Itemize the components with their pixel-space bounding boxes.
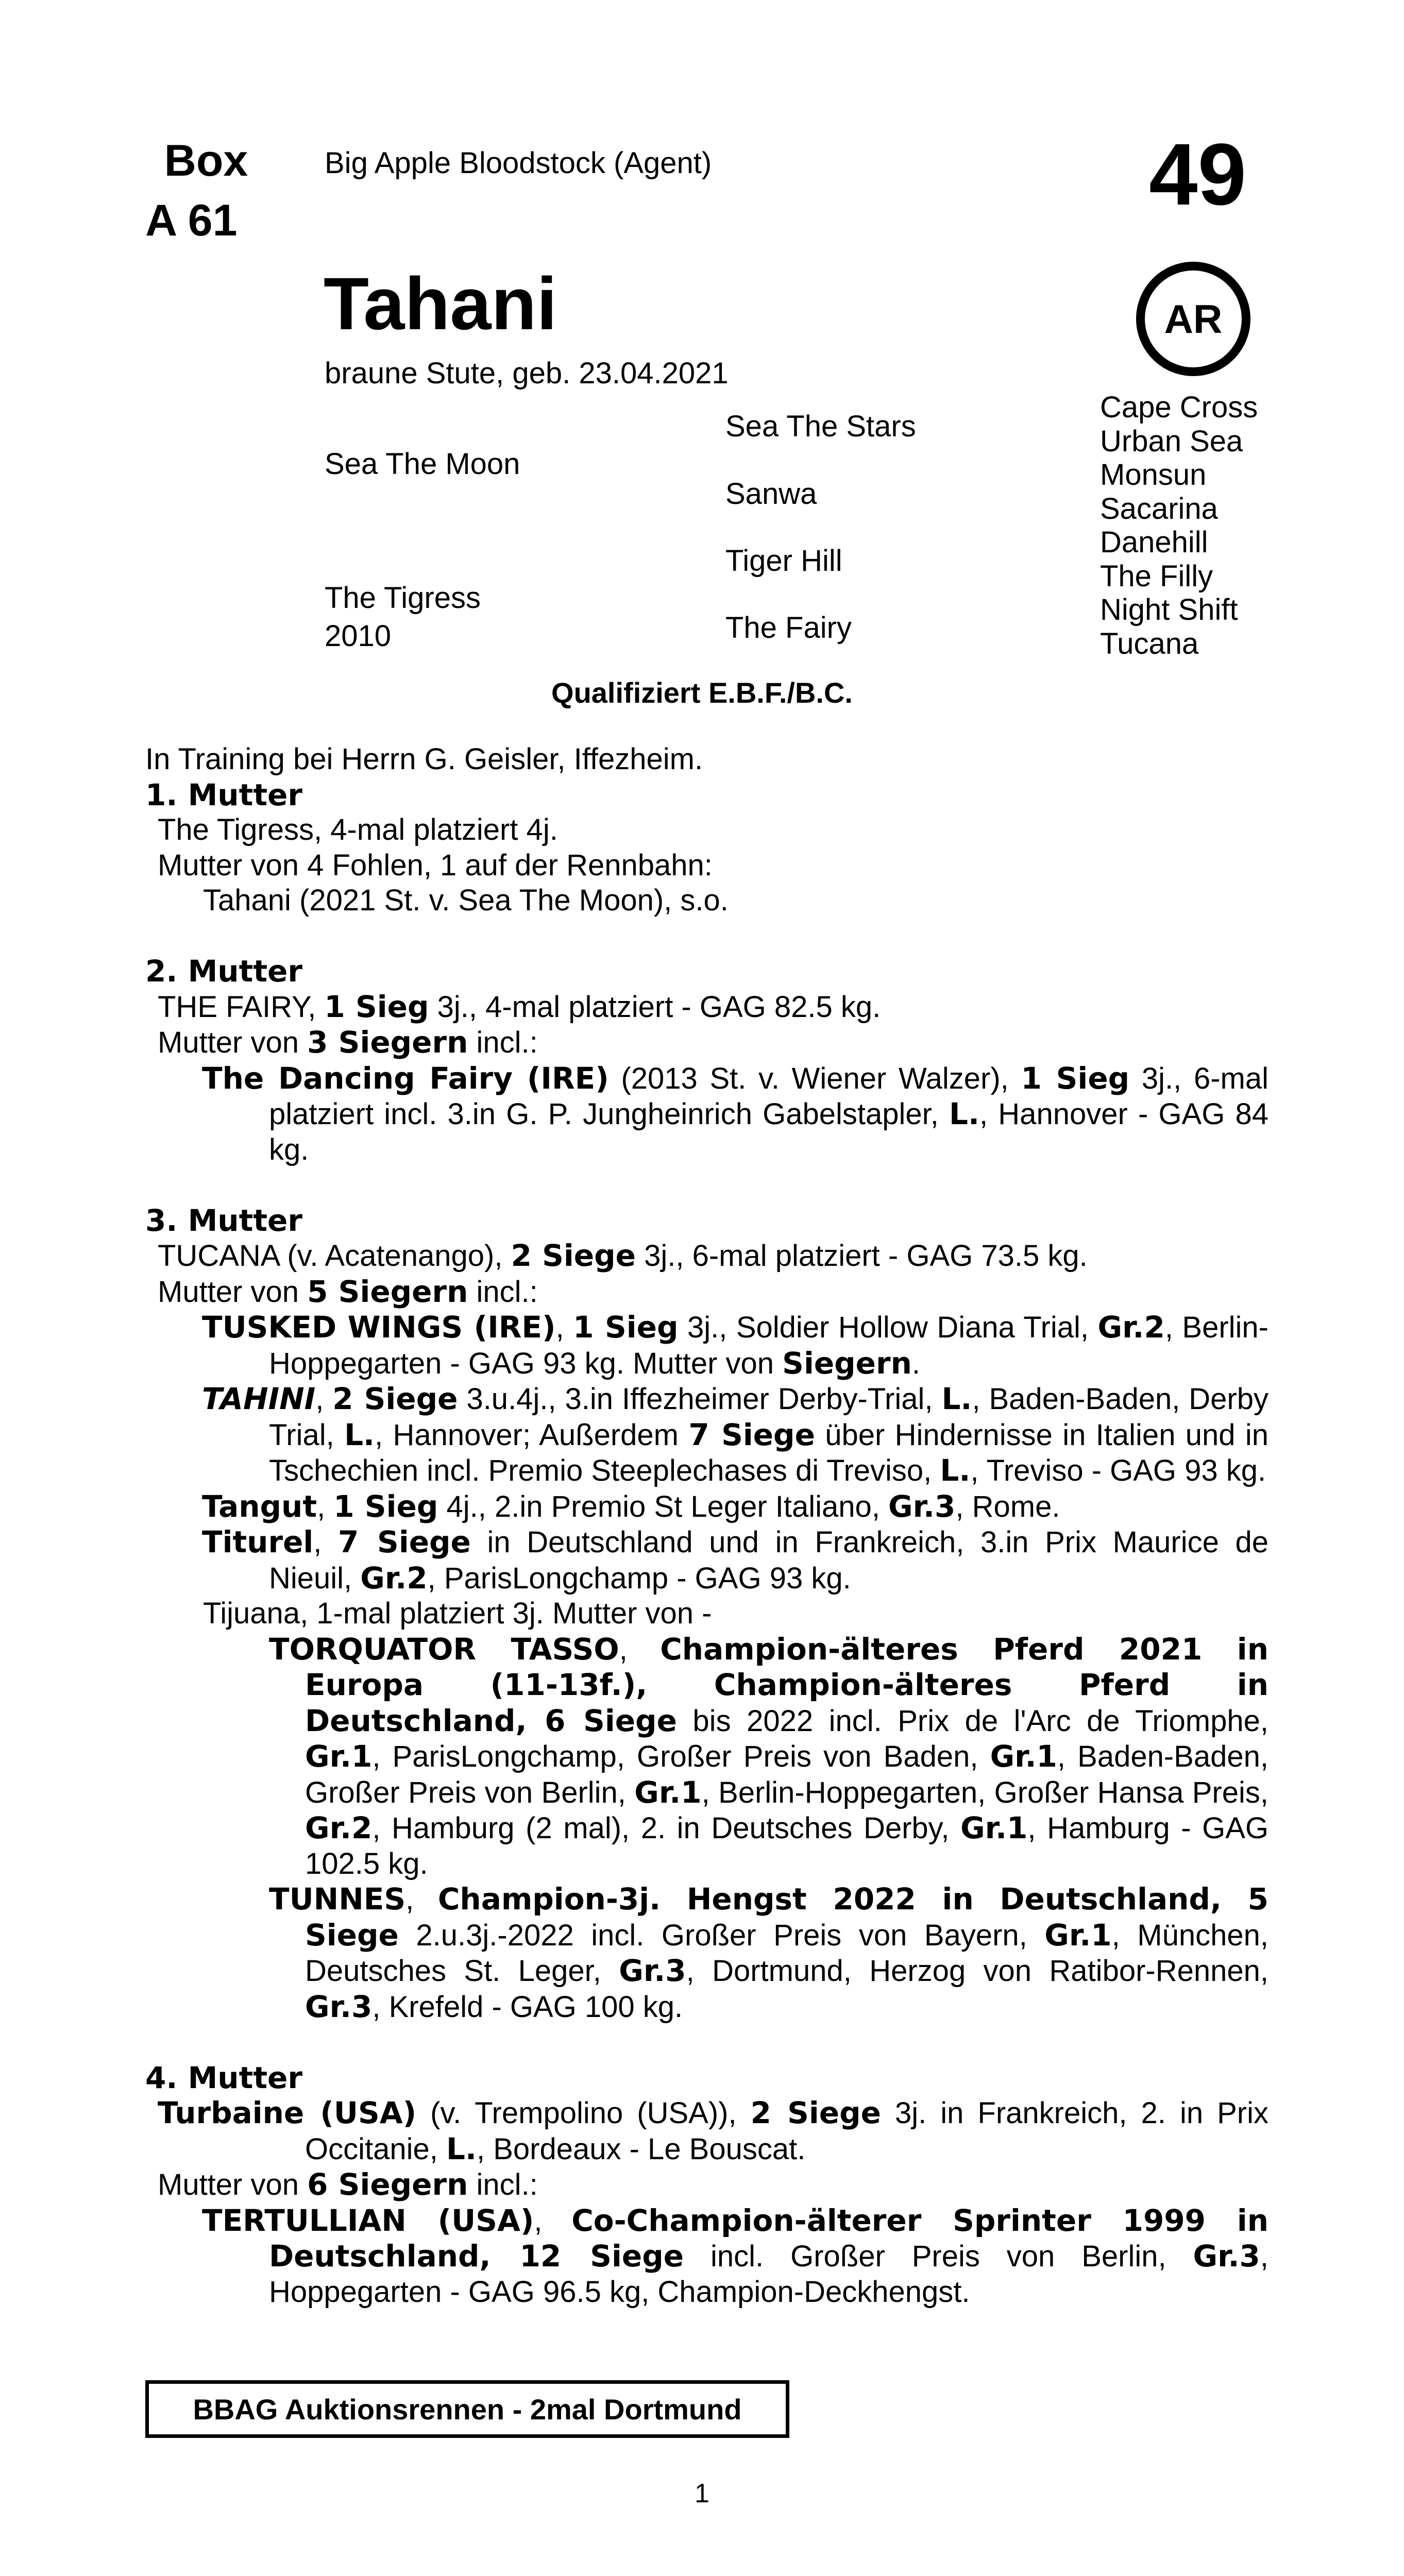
produce-entry: The Dancing Fairy (IRE) (2013 St. v. Wiener Walzer), 1 Sieg 3j., 6-mal platziert incl. 3.in G. P. Jungheinrich Gabelstapler, L., Hannover - GAG 84 kg. bbox=[202, 1060, 1268, 1166]
pedigree-sire: Sea The Moon bbox=[325, 447, 520, 481]
section-heading-2: 2. Mutter bbox=[145, 954, 302, 989]
pedigree-sire-sire: Sea The Stars bbox=[725, 410, 916, 443]
pedigree-ancestor: Urban Sea bbox=[1100, 424, 1243, 458]
agent-name: Big Apple Bloodstock (Agent) bbox=[325, 146, 712, 180]
qualification: Qualifiziert E.B.F./B.C. bbox=[551, 676, 853, 709]
pedigree-ancestor: Tucana bbox=[1100, 626, 1199, 660]
grand-produce-entry: TORQUATOR TASSO, Champion-älteres Pferd 2021 in Europa (11-13f.), Champion-älteres Pferd in Deutschland, 6 Siege bis 2022 incl. Prix de l'Arc de Triomphe, Gr.1, ParisLongchamp, Großer Preis von Baden, Gr.1, Baden-Baden, Großer Preis von Berlin, Gr.1, Berlin-Hoppegarten, Großer Hansa Preis, Gr.2, Hamburg (2 mal), 2. in Deutsches Derby, Gr.1, Hamburg - GAG 102.5 kg. bbox=[269, 1631, 1269, 1880]
produce-entry: TERTULLIAN (USA), Co-Champion-älterer Sprinter 1999 in Deutschland, 12 Siege incl. Großer Preis von Berlin, Gr.3, Hoppegarten - GAG 96.5 kg, Champion-Deckhengst. bbox=[202, 2202, 1268, 2309]
grand-produce-entry: TUNNES, Champion-3j. Hengst 2022 in Deutschland, 5 Siege 2.u.3j.-2022 incl. Großer Preis von Bayern, Gr.1, München, Deutsches St. Leger, Gr.3, Dortmund, Herzog von Ratibor-Rennen, Gr.3, Krefeld - GAG 100 kg. bbox=[269, 1882, 1268, 2024]
pedigree-dam-year: 2010 bbox=[325, 619, 392, 653]
produce-entry: Titurel, 7 Siege in Deutschland und in Frankreich, 3.in Prix Maurice de Nieuil, Gr.2, ParisLongchamp - GAG 93 kg. bbox=[202, 1524, 1268, 1596]
dam-record: Turbaine (USA) (v. Trempolino (USA)), 2 Siege 3j. in Frankreich, 2. in Prix Occitanie, L., Bordeaux - Le Bouscat. bbox=[158, 2095, 1268, 2166]
pedigree-ancestor: The Filly bbox=[1100, 559, 1213, 593]
box-label: Box bbox=[164, 136, 248, 185]
pedigree-dam-sire: Tiger Hill bbox=[725, 544, 842, 578]
section-heading-3: 3. Mutter bbox=[145, 1202, 302, 1238]
pedigree-sire-dam: Sanwa bbox=[725, 477, 817, 511]
produce-entry: TAHINI, 2 Siege 3.u.4j., 3.in Iffezheimer Derby-Trial, L., Baden-Baden, Derby Trial, L., Hannover; Außerdem 7 Siege über Hindernisse in Italien und in Tschechien incl. Premio Steeplechases di Treviso, L., Treviso - GAG 93 kg. bbox=[202, 1381, 1269, 1488]
pedigree-dam-dam: The Fairy bbox=[725, 611, 852, 645]
page-number: 1 bbox=[695, 2479, 709, 2509]
produce-entry: Tijuana, 1-mal platziert 3j. Mutter von - bbox=[203, 1597, 712, 1630]
dam-produce-summary: Mutter von 4 Fohlen, 1 auf der Rennbahn: bbox=[158, 848, 713, 882]
section-heading-1: 1. Mutter bbox=[145, 777, 302, 812]
dam-record: TUCANA (v. Acatenango), 2 Siege 3j., 6-mal platziert - GAG 73.5 kg. bbox=[158, 1238, 1088, 1273]
box-number: A 61 bbox=[145, 196, 238, 245]
pedigree-ancestor: Sacarina bbox=[1100, 492, 1218, 526]
race-eligibility-label: BBAG Auktionsrennen - 2mal Dortmund bbox=[193, 2393, 742, 2426]
dam-produce-summary: Mutter von 3 Siegern incl.: bbox=[158, 1025, 538, 1060]
ar-badge-label: AR bbox=[1164, 296, 1223, 342]
pedigree-dam: The Tigress bbox=[325, 581, 481, 615]
dam-record: The Tigress, 4-mal platziert 4j. bbox=[158, 813, 558, 846]
lot-number: 49 bbox=[1149, 126, 1247, 224]
race-eligibility-box bbox=[145, 2380, 789, 2438]
produce-entry: Tahani (2021 St. v. Sea The Moon), s.o. bbox=[203, 884, 729, 917]
training-info: In Training bei Herrn G. Geisler, Iffezheim. bbox=[145, 742, 703, 776]
pedigree-ancestor: Night Shift bbox=[1100, 593, 1238, 626]
catalogue-body bbox=[145, 742, 1268, 2310]
section-heading-4: 4. Mutter bbox=[145, 2060, 302, 2095]
horse-name: Tahani bbox=[324, 262, 557, 345]
pedigree-ancestor: Danehill bbox=[1100, 526, 1208, 559]
pedigree-ancestor: Monsun bbox=[1100, 458, 1207, 492]
horse-description: braune Stute, geb. 23.04.2021 bbox=[325, 357, 729, 390]
produce-entry: TUSKED WINGS (IRE), 1 Sieg 3j., Soldier Hollow Diana Trial, Gr.2, Berlin-Hoppegarten - GAG 93 kg. Mutter von Siegern. bbox=[202, 1310, 1268, 1381]
ar-badge bbox=[1136, 262, 1250, 376]
dam-produce-summary: Mutter von 5 Siegern incl.: bbox=[158, 1274, 538, 1309]
dam-produce-summary: Mutter von 6 Siegern incl.: bbox=[158, 2167, 538, 2202]
pedigree-third-generation bbox=[1100, 391, 1258, 660]
produce-entry: Tangut, 1 Sieg 4j., 2.in Premio St Leger Italiano, Gr.3, Rome. bbox=[202, 1488, 1060, 1524]
dam-record: THE FAIRY, 1 Sieg 3j., 4-mal platziert - GAG 82.5 kg. bbox=[158, 989, 881, 1024]
pedigree-ancestor: Cape Cross bbox=[1100, 391, 1258, 424]
